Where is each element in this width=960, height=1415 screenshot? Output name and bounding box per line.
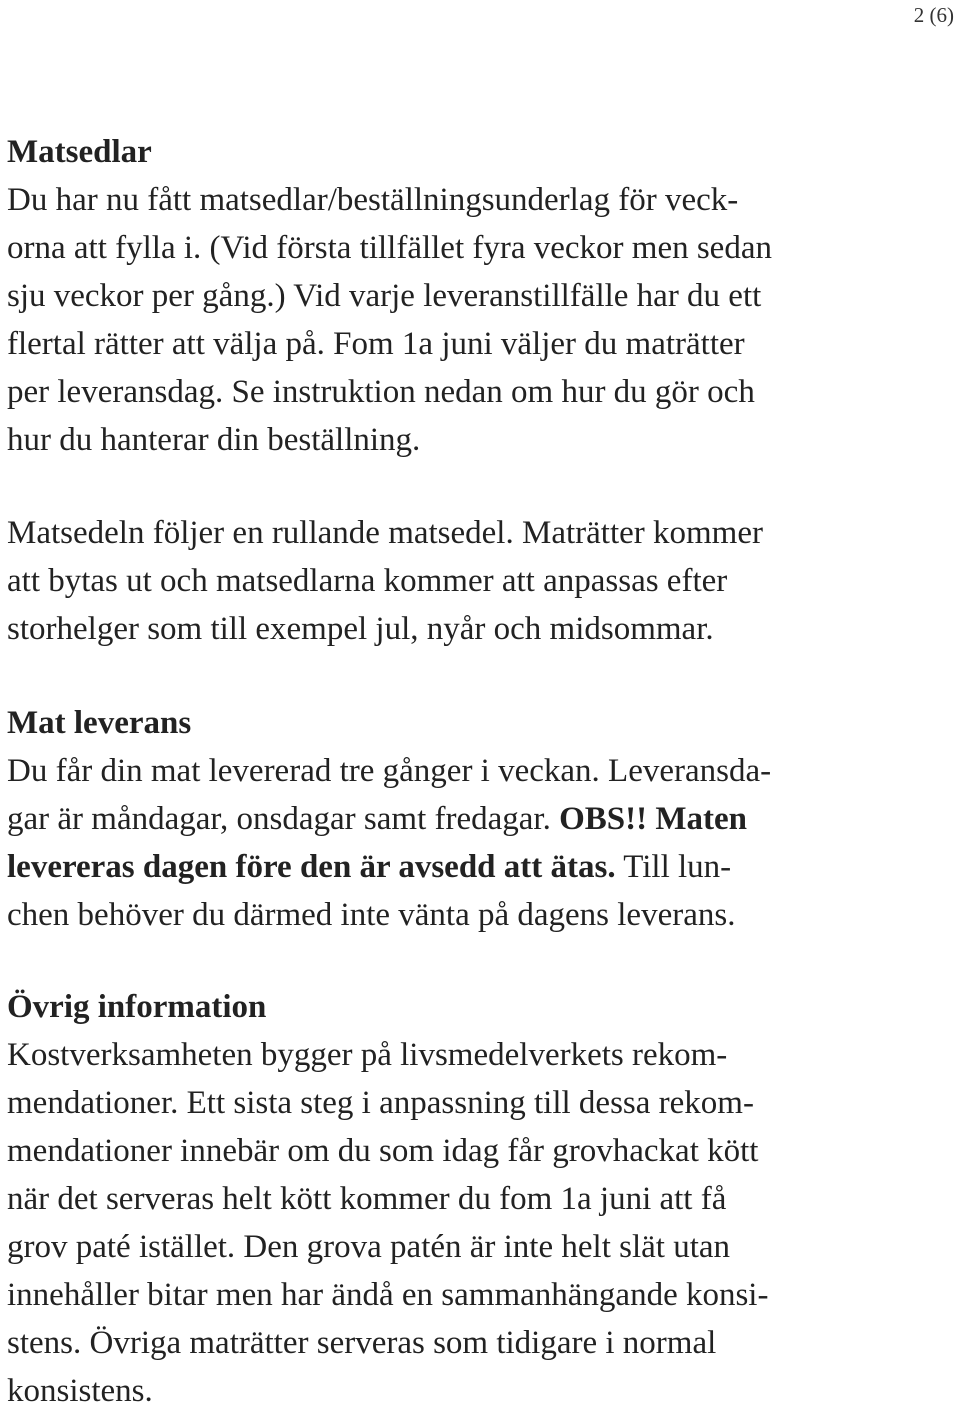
text-line: orna att fylla i. (Vid första tillfället fyra veckor men sedan	[7, 230, 772, 266]
text-line: mendationer. Ett sista steg i anpassning till dessa rekom-	[7, 1085, 754, 1121]
text-line: Du har nu fått matsedlar/beställningsunderlag för veck-	[7, 182, 739, 218]
bold-notice: levereras dagen före den är avsedd att ätas.	[7, 849, 616, 885]
text-line: hur du hanterar din beställning.	[7, 422, 421, 458]
paragraph-ovrig-information	[7, 1031, 768, 1415]
text-line: per leveransdag. Se instruktion nedan om hur du gör och	[7, 374, 755, 410]
text-line: konsistens.	[7, 1373, 153, 1409]
text-line: när det serveras helt kött kommer du fom 1a juni att få	[7, 1181, 727, 1217]
text-line: flertal rätter att välja på. Fom 1a juni väljer du maträtter	[7, 326, 745, 362]
text-line: grov paté istället. Den grova patén är inte helt slät utan	[7, 1229, 731, 1265]
paragraph-rullande-matsedel	[7, 509, 763, 653]
text-line: sju veckor per gång.) Vid varje leveranstillfälle har du ett	[7, 278, 762, 314]
text-line: Matsedeln följer en rullande matsedel. Maträtter kommer	[7, 515, 763, 551]
heading-mat-leverans: Mat leverans	[7, 705, 192, 741]
paragraph-mat-leverans	[7, 747, 771, 939]
heading-matsedlar: Matsedlar	[7, 134, 152, 170]
bold-notice: OBS!! Maten	[559, 801, 747, 837]
text-line	[7, 795, 771, 843]
text-line	[7, 843, 771, 891]
page-number: 2 (6)	[913, 3, 954, 27]
text-segment: Till lun-	[615, 849, 732, 885]
text-line: storhelger som till exempel jul, nyår och midsommar.	[7, 611, 714, 647]
text-line: att bytas ut och matsedlarna kommer att anpassas efter	[7, 563, 728, 599]
text-line: chen behöver du därmed inte vänta på dagens leverans.	[7, 897, 736, 933]
text-line: Du får din mat levererad tre gånger i veckan. Leveransda-	[7, 753, 772, 789]
text-segment: gar är måndagar, onsdagar samt fredagar.	[7, 801, 560, 837]
text-line: stens. Övriga maträtter serveras som tidigare i normal	[7, 1325, 717, 1361]
heading-ovrig-information: Övrig information	[7, 989, 267, 1025]
text-line: mendationer innebär om du som idag får grovhackat kött	[7, 1133, 759, 1169]
paragraph-matsedlar	[7, 176, 772, 464]
text-line: innehåller bitar men har ändå en sammanhängande konsi-	[7, 1277, 769, 1313]
text-line: Kostverksamheten bygger på livsmedelverkets rekom-	[7, 1037, 728, 1073]
